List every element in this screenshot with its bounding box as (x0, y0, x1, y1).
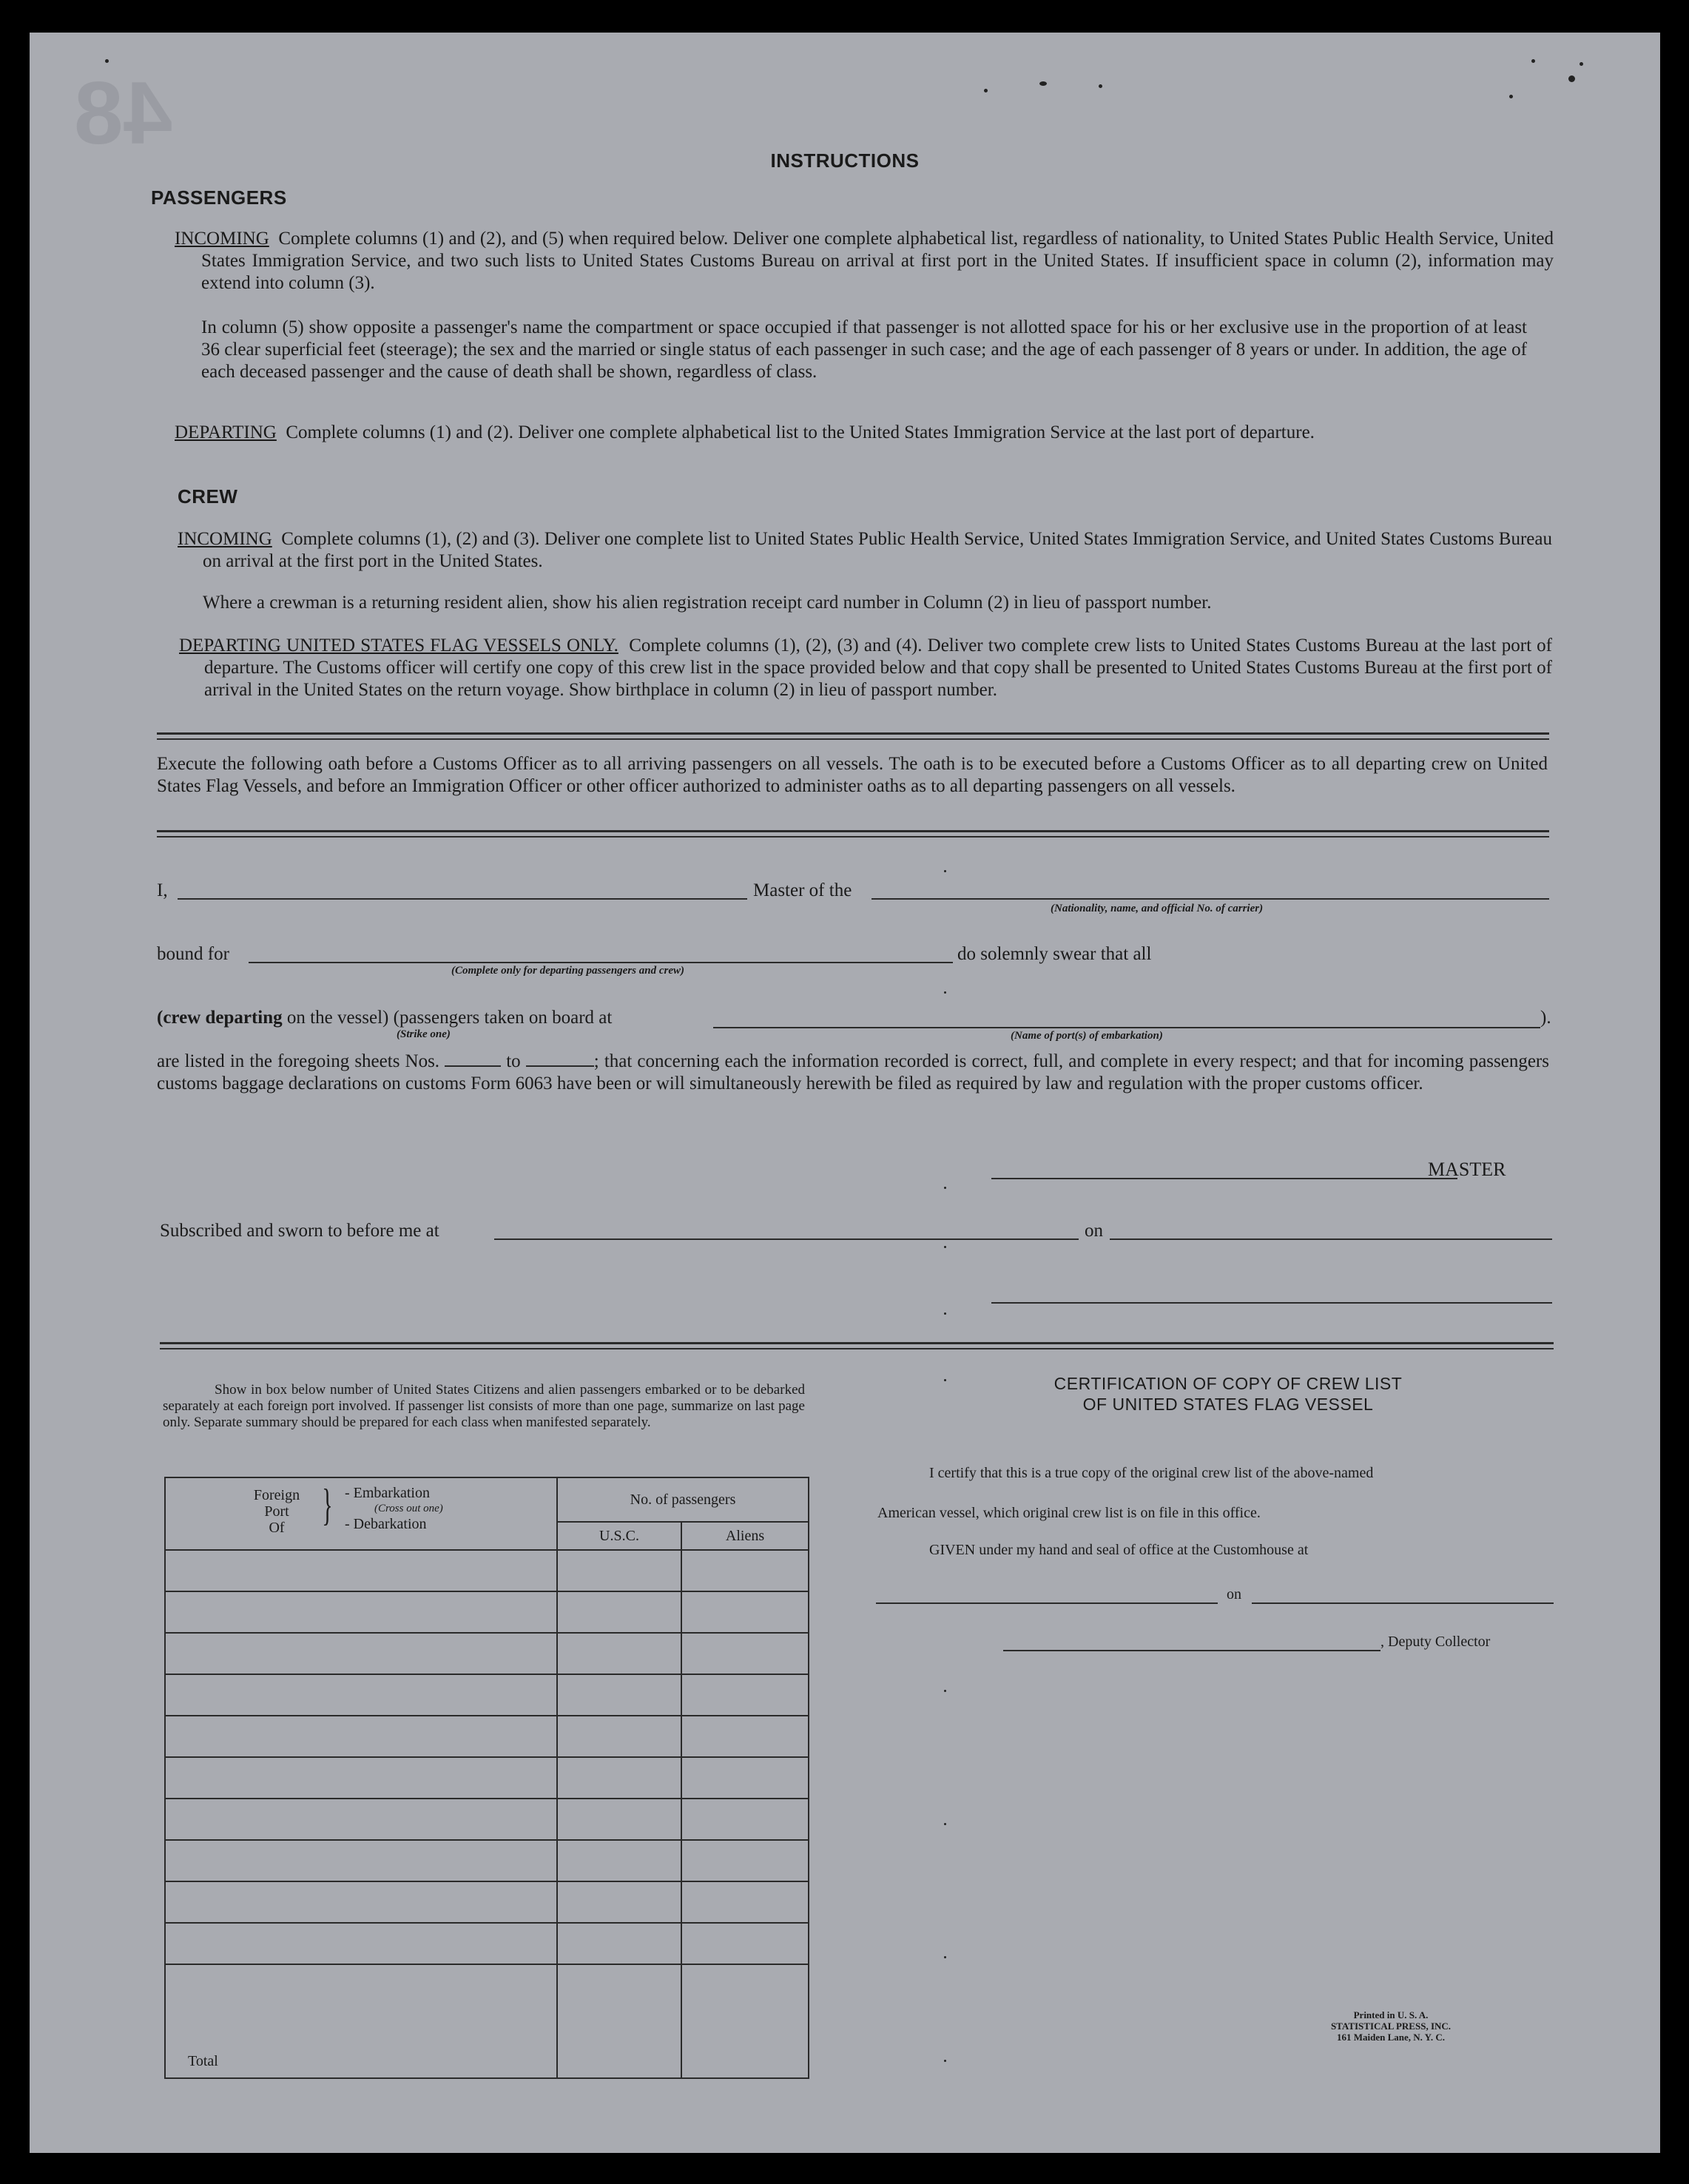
speck (1099, 84, 1102, 88)
table-cell[interactable] (165, 1550, 557, 1591)
printer-line3: 161 Maiden Lane, N. Y. C. (1336, 2032, 1446, 2043)
crew-incoming-paragraph (178, 528, 1552, 573)
table-cell[interactable] (165, 1716, 557, 1757)
master-label: MASTER (1428, 1159, 1506, 1180)
table-cell[interactable] (557, 1799, 681, 1840)
subscribed-label: Subscribed and sworn to before me at (160, 1221, 439, 1241)
speck (105, 59, 109, 63)
departing-text: Complete columns (1) and (2). Deliver one complete alphabetical list to the United States Immigration Service at the last port of departure. (286, 422, 1315, 442)
cert-date-field[interactable] (1252, 1602, 1554, 1604)
aliens-header: Aliens (681, 1522, 809, 1550)
table-cell[interactable] (557, 1840, 681, 1881)
divider-rule (157, 836, 1549, 837)
table-cell[interactable] (681, 1757, 809, 1799)
table-cell[interactable] (165, 1840, 557, 1881)
given-line: GIVEN under my hand and seal of office at the Customhouse at (929, 1542, 1309, 1558)
speck (944, 1379, 946, 1381)
certify-line2: American vessel, which original crew list is on file in this office. (877, 1505, 1261, 1521)
printer-line2: STATISTICAL PRESS, INC. (1330, 2020, 1452, 2032)
table-cell[interactable] (557, 1633, 681, 1674)
total-aliens-cell[interactable] (681, 1964, 809, 2078)
master-of-the-label: Master of the (753, 880, 852, 900)
ghost-page-number: 48 (74, 64, 173, 163)
crew-departing-label (157, 1008, 612, 1028)
cross-out-label: (Cross out one) (374, 1503, 443, 1514)
divider-rule (157, 732, 1549, 735)
on-the-vessel-text: on the vessel) (286, 1008, 389, 1028)
instructions-title: INSTRUCTIONS (770, 149, 920, 172)
sheet-from-field[interactable] (445, 1052, 501, 1067)
subscribed-place-field[interactable] (494, 1238, 1079, 1240)
nationality-caption: (Nationality, name, and official No. of carrier) (1051, 903, 1264, 914)
printer-imprint (1280, 2009, 1502, 2043)
table-cell[interactable] (681, 1633, 809, 1674)
officer-signature-field[interactable] (991, 1302, 1552, 1304)
departing-us-paragraph (179, 635, 1552, 701)
speck (944, 1823, 946, 1825)
foreign-port-header (165, 1477, 557, 1550)
speck (1568, 75, 1575, 82)
speck (1580, 62, 1583, 66)
listed-rest: ; that concerning each the information recorded is correct, full, and complete in every respect; and that for incoming passengers customs baggage declarations on customs Form 6063 have been or will simultaneously herewith be filed as required by law and regulation with the proper customs officer. (157, 1051, 1549, 1093)
passenger-departing-paragraph (175, 422, 1554, 444)
certify-line1: I certify that this is a true copy of the original crew list of the above-named (929, 1465, 1374, 1481)
departing-us-text: Complete columns (1), (2), (3) and (4). Deliver two complete crew lists to United States Customs Bureau at the last port of departure. The Customs officer will certify one copy of this crew list in the space provided below and that copy shall be presented to United States Customs Bureau at the first port of arrival in the United States on the return voyage. Show birthplace in column (2) in lieu of passport number. (204, 636, 1553, 700)
speck (1509, 95, 1513, 98)
subscribed-date-field[interactable] (1110, 1238, 1552, 1240)
speck (944, 1956, 946, 1958)
speck (944, 1312, 946, 1315)
speck (984, 89, 988, 92)
incoming-text: Complete columns (1) and (2), and (5) when required below. Deliver one complete alphabetical list, regardless of nationality, to United States Public Health Service, United States Immigration Service, and two such lists to United States Customs Bureau on arrival at first port in the United States. If insufficient space in column (2), information may extend into column (3). (201, 229, 1554, 293)
customhouse-field[interactable] (876, 1602, 1218, 1604)
master-name-field[interactable] (178, 898, 747, 900)
table-cell[interactable] (165, 1757, 557, 1799)
table-cell[interactable] (557, 1674, 681, 1716)
usc-header: U.S.C. (557, 1522, 681, 1550)
table-cell[interactable] (681, 1591, 809, 1633)
speck (944, 1187, 946, 1189)
bound-for-field[interactable] (249, 962, 953, 963)
oath-intro: Execute the following oath before a Customs Officer as to all arriving passengers on all vessels. The oath is to be executed before a Customs Officer as to all departing crew on United States Flag Vessels, and before an Immigration Officer or other officer authorized to administer oaths as to all departing passengers on all vessels. (157, 754, 1548, 796)
passenger-incoming-paragraph (175, 228, 1554, 294)
total-usc-cell[interactable] (557, 1964, 681, 2078)
table-cell[interactable] (557, 1757, 681, 1799)
table-cell[interactable] (557, 1716, 681, 1757)
divider-rule (157, 830, 1549, 832)
table-cell[interactable] (681, 1923, 809, 1964)
speck (944, 870, 946, 872)
certification-title-line2: OF UNITED STATES FLAG VESSEL (1082, 1395, 1374, 1414)
debarkation-label: - Debarkation (345, 1516, 427, 1532)
document-page (30, 33, 1660, 2153)
divider-rule (160, 1342, 1554, 1344)
speck (944, 1690, 946, 1692)
departing-label: DEPARTING (175, 422, 277, 442)
listed-paragraph (157, 1051, 1549, 1095)
to-word: to (506, 1051, 521, 1071)
incoming-label: INCOMING (175, 229, 269, 249)
speck (944, 1246, 946, 1248)
strike-one-caption: (Strike one) (397, 1028, 451, 1040)
divider-rule (160, 1348, 1554, 1349)
bound-caption: (Complete only for departing passengers and crew) (451, 965, 684, 977)
bound-for-label: bound for (157, 944, 229, 964)
speck (1039, 81, 1047, 86)
brace: } (322, 1480, 333, 1529)
crew-incoming-label: INCOMING (178, 529, 272, 549)
crew-departing-text: (crew departing (157, 1008, 283, 1028)
table-cell[interactable] (681, 1799, 809, 1840)
deputy-collector-label: , Deputy Collector (1380, 1634, 1491, 1650)
passenger-summary-table (164, 1477, 809, 2079)
table-cell[interactable] (557, 1550, 681, 1591)
master-signature-field[interactable] (991, 1178, 1457, 1179)
cert-on-label: on (1227, 1586, 1241, 1602)
table-cell[interactable] (165, 1799, 557, 1840)
printer-line1: Printed in U. S. A. (1353, 2009, 1429, 2020)
foreign-label: Foreign (253, 1487, 300, 1503)
table-cell[interactable] (557, 1881, 681, 1923)
listed-prefix: are listed in the foregoing sheets Nos. (157, 1051, 440, 1071)
certification-title-line1: CERTIFICATION OF COPY OF CREW LIST (1053, 1374, 1403, 1393)
table-cell[interactable] (681, 1881, 809, 1923)
table-cell[interactable] (165, 1591, 557, 1633)
total-label: Total (165, 1964, 557, 2078)
passengers-heading: PASSENGERS (151, 186, 287, 209)
table-cell[interactable] (165, 1633, 557, 1674)
certification-title (984, 1373, 1472, 1415)
embarkation-ports-field[interactable] (713, 1027, 1540, 1028)
sheet-to-field[interactable] (526, 1052, 594, 1067)
table-cell[interactable] (557, 1923, 681, 1964)
divider-rule (157, 738, 1549, 740)
crew-incoming-text: Complete columns (1), (2) and (3). Deliver one complete list to United States Public Health Service, United States Immigration Service, and United States Customs Bureau on arrival at the first port in the United States. (203, 529, 1552, 571)
table-cell[interactable] (681, 1716, 809, 1757)
embarkation-label: - Embarkation (345, 1485, 430, 1501)
close-paren: ). (1540, 1008, 1551, 1028)
crewman-paragraph: Where a crewman is a returning resident alien, show his alien registration receipt card number in Column (2) in lieu of passport number. (203, 593, 1212, 613)
speck (944, 991, 946, 994)
speck (1531, 59, 1535, 63)
crew-heading: CREW (178, 485, 238, 508)
i-label: I, (157, 880, 168, 900)
column5-paragraph: In column (5) show opposite a passenger's name the compartment or space occupied if that passenger is not allotted space for his or her exclusive use in the proportion of at least 36 clear superficial feet (steerage); the sex and the married or single status of each passenger in such case; and the age of each passenger of 8 years or under. In addition, the age of each deceased passenger and the cause of death shall be shown, regardless of class. (201, 317, 1527, 382)
table-cell[interactable] (557, 1591, 681, 1633)
passengers-taken-text: (passengers taken on board at (393, 1008, 613, 1028)
table-cell[interactable] (165, 1674, 557, 1716)
table-cell[interactable] (681, 1550, 809, 1591)
no-passengers-header: No. of passengers (557, 1477, 809, 1522)
ports-caption: (Name of port(s) of embarkation) (1011, 1030, 1163, 1042)
table-cell[interactable] (681, 1840, 809, 1881)
departing-us-label: DEPARTING UNITED STATES FLAG VESSELS ONLY. (179, 636, 618, 655)
table-cell[interactable] (681, 1674, 809, 1716)
carrier-field[interactable] (872, 898, 1549, 900)
solemnly-swear-label: do solemnly swear that all (957, 944, 1152, 964)
table-cell[interactable] (165, 1923, 557, 1964)
deputy-signature-field[interactable] (1003, 1650, 1380, 1651)
speck (944, 2060, 946, 2062)
table-cell[interactable] (165, 1881, 557, 1923)
port-label: Port (264, 1503, 289, 1520)
subscribed-on-label: on (1085, 1221, 1103, 1241)
of-label: Of (269, 1520, 285, 1536)
summary-instructions: Show in box below number of United States Citizens and alien passengers embarked or to be debarked separately at each foreign port involved. If passenger list consists of more than one page, summarize on last page only. Separate summary should be prepared for each class when manifested separately. (163, 1382, 805, 1430)
